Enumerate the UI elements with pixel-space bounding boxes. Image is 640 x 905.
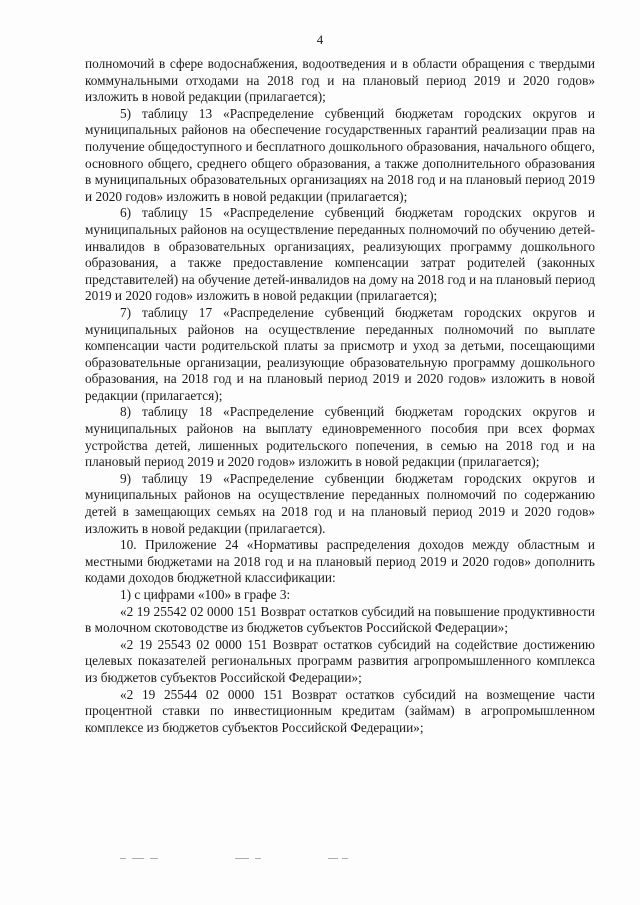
paragraph-item-5: 5) таблицу 13 «Распределение субвенций бюджетам городских округов и муниципальных районов на обеспечение государственных гарантий реализации прав на получение общедоступного и бесплатного дошкольного образования, начального общего, основного общего, среднего общего образования, а также дополнительного образования в муниципальных образовательных организациях на 2018 год и на плановый период 2019 и 2020 годов» изложить в новой редакции (прилагается); [85,105,595,204]
paragraph-continuation: полномочий в сфере водоснабжения, водоотведения и в области обращения с твердыми коммунальными отходами на 2018 год и на плановый период 2019 и 2020 годов» изложить в новой редакции (прилагается); [85,56,595,105]
paragraph-subitem-1: 1) с цифрами «100» в графе 3: [120,587,291,602]
paragraph-code-25544: «2 19 25544 02 0000 151 Возврат остатков субсидий на возмещение части процентной ставки по инвестиционным кредитам (займам) в агропромышленном комплексе из бюджетов субъектов Российской Федерации»; [85,686,595,735]
document-body [85,56,595,736]
paragraph-item-6: 6) таблицу 15 «Распределение субвенций бюджетам городских округов и муниципальных районов на осуществление переданных полномочий по обучению детей-инвалидов в образовательных организациях, реализующих программу дошкольного образования, а также предоставление компенсации затрат родителей (законных представителей) на обучение детей-инвалидов на дому на 2018 год и на плановый период 2019 и 2020 годов» изложить в новой редакции (прилагается); [85,205,595,304]
paragraph-code-25542: «2 19 25542 02 0000 151 Возврат остатков субсидий на повышение продуктивности в молочном скотоводстве из бюджетов субъектов Российской Федерации»; [85,603,595,636]
paragraph-section-10: 10. Приложение 24 «Нормативы распределения доходов между областным и местными бюджетами на 2018 год и на плановый период 2019 и 2020 годов» дополнить кодами доходов бюджетной классификации: [85,537,595,586]
paragraph-item-7: 7) таблицу 17 «Распределение субвенций бюджетам городских округов и муниципальных районов на осуществление переданных полномочий по выплате компенсации части родительской платы за присмотр и уход за детьми, посещающими образовательные организации, реализующие образовательную программу дошкольного образования, на 2018 год и на плановый период 2019 и 2020 годов» изложить в новой редакции (прилагается); [85,304,595,403]
page-number: 4 [316,32,324,47]
paragraph-item-8: 8) таблицу 18 «Распределение субвенций бюджетам городских округов и муниципальных районов на выплату единовременного пособия при всех формах устройства детей, лишенных родительского попечения, в семью на 2018 год и на плановый период 2019 и 2020 годов» изложить в новой редакции (прилагается); [85,404,595,470]
paragraph-item-9: 9) таблицу 19 «Распределение субвенции бюджетам городских округов и муниципальных районов на осуществление переданных полномочий по содержанию детей в замещающих семьях на 2018 год и на плановый период 2019 и 2020 годов» изложить в новой редакции (прилагается). [85,470,595,536]
scan-artifacts [100,856,400,862]
paragraph-code-25543: «2 19 25543 02 0000 151 Возврат остатков субсидий на содействие достижению целевых показателей региональных программ развития агропромышленного комплекса из бюджетов субъектов Российской Федерации»; [85,636,595,685]
